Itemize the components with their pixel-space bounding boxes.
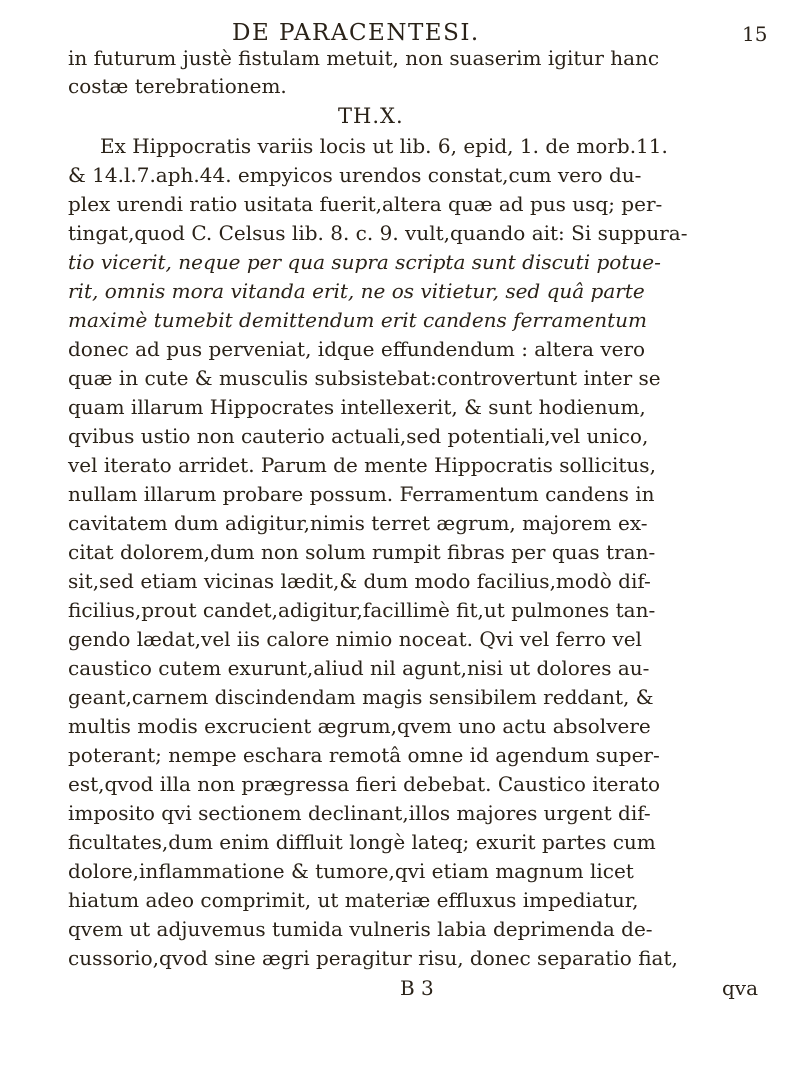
- text-line: quam illarum Hippocrates intellexerit, & sunt hodienum,: [68, 395, 646, 419]
- text-line: vel iterato arridet. Parum de mente Hippocratis sollicitus,: [68, 453, 656, 477]
- text-line: qvibus ustio non cauterio actuali,sed potentiali,vel unico,: [68, 424, 649, 448]
- text-line: tingat,quod C. Celsus lib. 8. c. 9. vult,quando ait: Si suppura-: [68, 221, 688, 245]
- text-line: Ex Hippocratis variis locis ut lib. 6, epid, 1. de morb.11.: [100, 134, 668, 158]
- text-line: multis modis excrucient ægrum,qvem uno actu absolvere: [68, 714, 651, 738]
- text-line: & 14.l.7.aph.44. empyicos urendos constat,cum vero du-: [68, 163, 642, 187]
- text-line: geant,carnem discindendam magis sensibilem reddant, &: [68, 685, 654, 709]
- text-line: hiatum adeo comprimit, ut materiæ effluxus impediatur,: [68, 888, 639, 912]
- text-line: cavitatem dum adigitur,nimis terret ægrum, majorem ex-: [68, 511, 648, 535]
- text-line: caustico cutem exurunt,aliud nil agunt,nisi ut dolores au-: [68, 656, 650, 680]
- page-number: 15: [742, 22, 768, 46]
- text-line: gendo lædat,vel iis calore nimio noceat. Qvi vel ferro vel: [68, 627, 642, 651]
- text-line: ficultates,dum enim diffluit longè lateq; exurit partes cum: [68, 830, 656, 854]
- signature-mark: B 3: [400, 976, 434, 1000]
- text-line: cussorio,qvod sine ægri peragitur risu, donec separatio fiat,: [68, 946, 678, 970]
- text-line: in futurum justè fistulam metuit, non suaserim igitur hanc: [68, 46, 660, 70]
- text-line: plex urendi ratio usitata fuerit,altera quæ ad pus usq; per-: [68, 192, 663, 216]
- text-line: poterant; nempe eschara remotâ omne id agendum super-: [68, 743, 660, 767]
- text-line: maximè tumebit demittendum erit candens ferramentum: [68, 308, 648, 332]
- text-line: rit, omnis mora vitanda erit, ne os vitietur, sed quâ parte: [68, 279, 645, 303]
- text-line: costæ terebrationem.: [68, 74, 287, 98]
- text-line: quæ in cute & musculis subsistebat:controvertunt inter se: [68, 366, 661, 390]
- section-heading: TH.X.: [338, 104, 404, 128]
- text-line: donec ad pus perveniat, idque effundendum : altera vero: [68, 337, 646, 361]
- text-line: qvem ut adjuvemus tumida vulneris labia deprimenda de-: [68, 917, 653, 941]
- text-line: tio vicerit, neque per qua supra scripta sunt discuti potue-: [68, 250, 661, 274]
- running-head: DE PARACENTESI.: [232, 20, 480, 46]
- text-line: sit,sed etiam vicinas lædit,& dum modo facilius,modò dif-: [68, 569, 651, 593]
- text-line: est,qvod illa non prægressa fieri debebat. Caustico iterato: [68, 772, 661, 796]
- text-line: dolore,inflammatione & tumore,qvi etiam magnum licet: [68, 859, 634, 883]
- text-line: citat dolorem,dum non solum rumpit fibras per quas tran-: [68, 540, 656, 564]
- text-line: nullam illarum probare possum. Ferramentum candens in: [68, 482, 655, 506]
- text-line: ficilius,prout candet,adigitur,facillimè fit,ut pulmones tan-: [68, 598, 656, 622]
- page-footer: [0, 974, 800, 1002]
- catchword: qva: [722, 976, 759, 1000]
- text-line: imposito qvi sectionem declinant,illos majores urgent dif-: [68, 801, 651, 825]
